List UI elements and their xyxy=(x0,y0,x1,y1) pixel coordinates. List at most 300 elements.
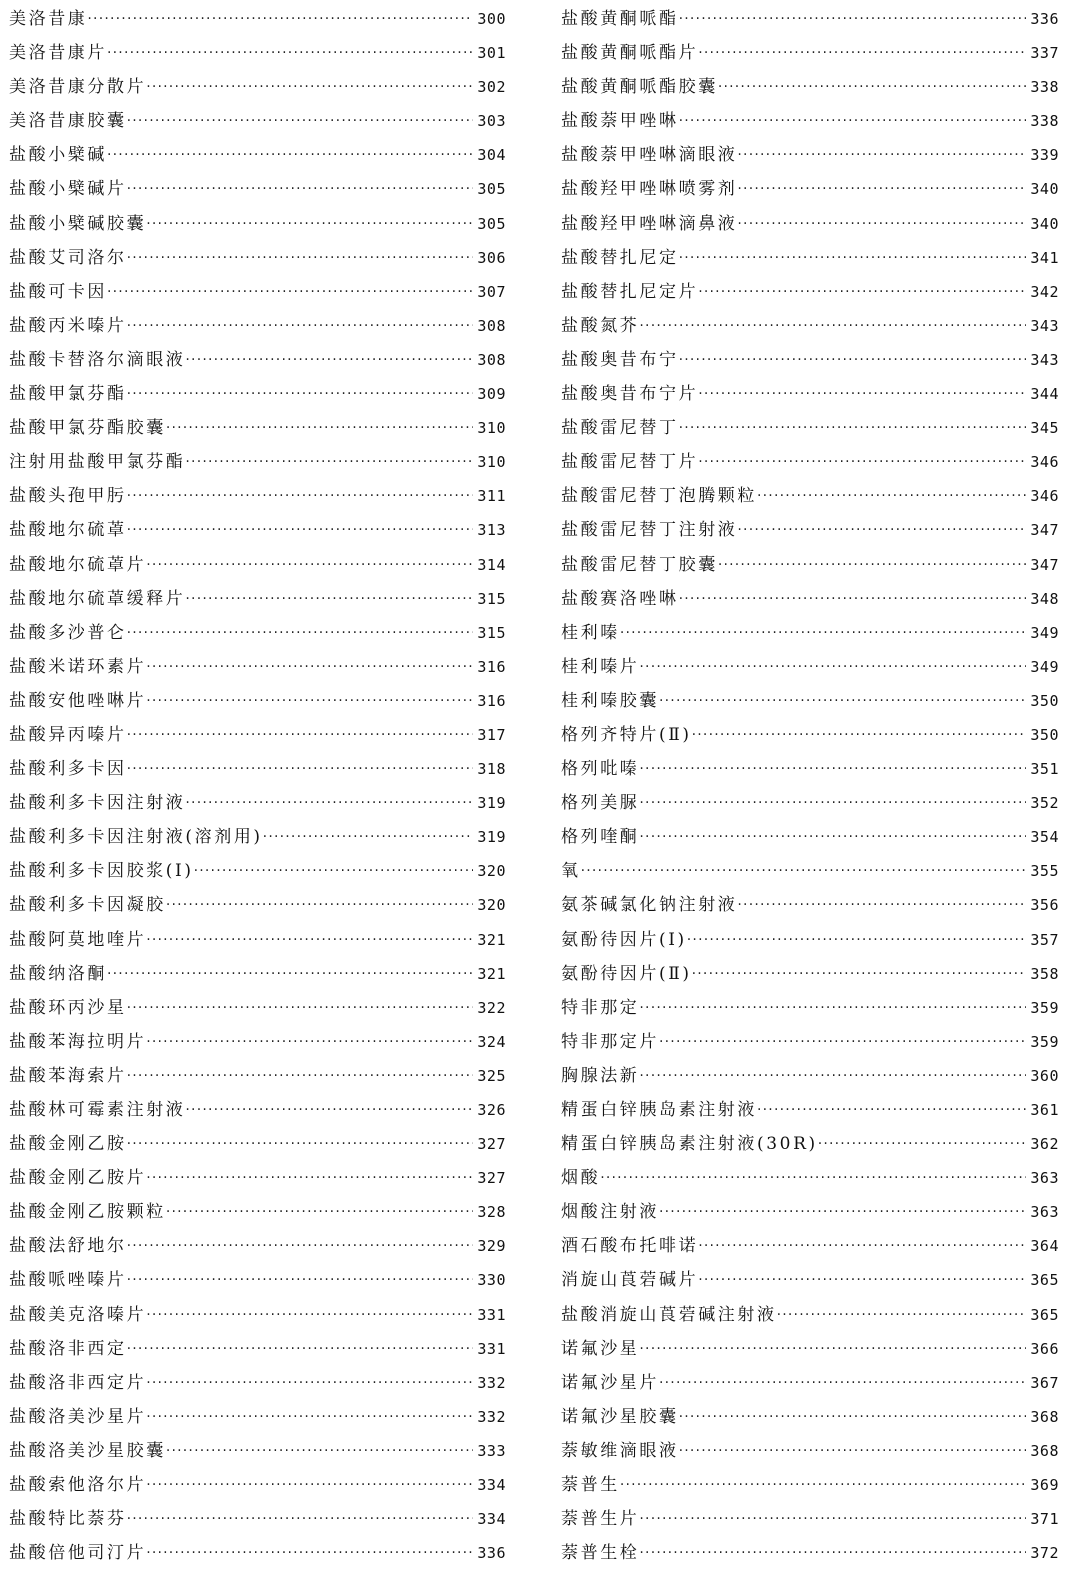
entry-page-number: 320 xyxy=(477,896,506,915)
index-entry xyxy=(561,1536,1059,1570)
dot-leader xyxy=(737,887,1026,922)
entry-name: 盐酸金刚乙胺片 xyxy=(9,1168,147,1189)
dot-leader xyxy=(127,103,474,138)
dot-leader xyxy=(146,206,473,241)
index-entry xyxy=(9,548,506,582)
entry-name: 盐酸卡替洛尔滴眼液 xyxy=(9,349,186,370)
entry-name: 诺氟沙星胶囊 xyxy=(561,1406,679,1427)
entry-name: 盐酸赛洛唑啉 xyxy=(561,588,679,609)
entry-name: 桂利嗪片 xyxy=(561,656,640,677)
index-entry xyxy=(561,411,1059,445)
entry-page-number: 325 xyxy=(477,1066,506,1085)
dot-leader xyxy=(679,410,1027,445)
entry-page-number: 346 xyxy=(1030,487,1059,506)
entry-name: 盐酸艾司洛尔 xyxy=(9,247,127,268)
entry-page-number: 320 xyxy=(477,862,506,881)
dot-leader xyxy=(698,376,1026,411)
entry-name: 注射用盐酸甲氯芬酯 xyxy=(9,452,186,473)
entry-name: 盐酸小檗碱片 xyxy=(9,179,127,200)
entry-name: 萘敏维滴眼液 xyxy=(561,1440,679,1461)
entry-page-number: 352 xyxy=(1030,794,1059,813)
entry-page-number: 351 xyxy=(1030,760,1059,779)
dot-leader xyxy=(698,1262,1026,1297)
index-entry xyxy=(9,1298,506,1332)
dot-leader xyxy=(185,785,473,820)
entry-name: 盐酸利多卡因凝胶 xyxy=(9,895,166,916)
entry-page-number: 355 xyxy=(1030,862,1059,881)
index-entry xyxy=(9,616,506,650)
dot-leader xyxy=(639,308,1026,343)
dot-leader xyxy=(679,342,1027,377)
index-entry xyxy=(561,616,1059,650)
entry-page-number: 301 xyxy=(477,44,506,63)
entry-page-number: 313 xyxy=(477,521,506,540)
entry-page-number: 340 xyxy=(1030,180,1059,199)
entry-page-number: 305 xyxy=(477,214,506,233)
entry-page-number: 333 xyxy=(477,1441,506,1460)
index-entry xyxy=(9,1263,506,1297)
entry-page-number: 356 xyxy=(1030,896,1059,915)
index-entry xyxy=(9,275,506,309)
index-entry xyxy=(561,2,1059,36)
entry-page-number: 316 xyxy=(477,691,506,710)
entry-name: 盐酸洛美沙星片 xyxy=(9,1406,147,1427)
index-entry xyxy=(561,1059,1059,1093)
entry-page-number: 348 xyxy=(1030,589,1059,608)
entry-page-number: 350 xyxy=(1030,691,1059,710)
index-entry xyxy=(9,888,506,922)
entry-page-number: 331 xyxy=(477,1339,506,1358)
index-entry xyxy=(561,718,1059,752)
entry-page-number: 321 xyxy=(477,964,506,983)
entry-name: 盐酸美克洛嗪片 xyxy=(9,1304,147,1325)
dot-leader xyxy=(127,1228,474,1263)
entry-page-number: 308 xyxy=(477,316,506,335)
entry-name: 盐酸消旋山莨菪碱注射液 xyxy=(561,1304,777,1325)
entry-name: 盐酸金刚乙胺 xyxy=(9,1134,127,1155)
dot-leader xyxy=(659,1365,1026,1400)
index-entry xyxy=(9,172,506,206)
entry-name: 盐酸地尔硫䓬 xyxy=(9,520,127,541)
entry-name: 盐酸洛非西定 xyxy=(9,1338,127,1359)
entry-name: 氨酚待因片(Ⅰ) xyxy=(561,929,687,950)
entry-page-number: 341 xyxy=(1030,248,1059,267)
index-entry xyxy=(9,2,506,36)
entry-name: 诺氟沙星片 xyxy=(561,1372,659,1393)
index-entry xyxy=(561,1298,1059,1332)
dot-leader xyxy=(639,819,1026,854)
entry-page-number: 357 xyxy=(1030,930,1059,949)
entry-page-number: 315 xyxy=(477,623,506,642)
entry-name: 盐酸甲氯芬酯 xyxy=(9,384,127,405)
entry-name: 盐酸倍他司汀片 xyxy=(9,1543,147,1564)
entry-name: 盐酸米诺环素片 xyxy=(9,656,147,677)
dot-leader xyxy=(659,1024,1026,1059)
dot-leader xyxy=(639,785,1026,820)
entry-name: 胸腺法新 xyxy=(561,1065,640,1086)
dot-leader xyxy=(166,1433,474,1468)
index-entry xyxy=(9,820,506,854)
index-entry xyxy=(561,1093,1059,1127)
entry-name: 烟酸注射液 xyxy=(561,1202,659,1223)
entry-name: 盐酸哌唑嗪片 xyxy=(9,1270,127,1291)
entry-page-number: 367 xyxy=(1030,1373,1059,1392)
entry-page-number: 319 xyxy=(477,828,506,847)
entry-page-number: 342 xyxy=(1030,282,1059,301)
entry-name: 美洛昔康 xyxy=(9,9,88,29)
entry-page-number: 327 xyxy=(477,1169,506,1188)
index-entry xyxy=(561,1468,1059,1502)
dot-leader xyxy=(127,308,474,343)
dot-leader xyxy=(639,1501,1026,1536)
dot-leader xyxy=(127,717,474,752)
index-entry xyxy=(9,1400,506,1434)
index-entry xyxy=(9,36,506,70)
entry-page-number: 361 xyxy=(1030,1101,1059,1119)
dot-leader xyxy=(127,615,474,650)
entry-page-number: 344 xyxy=(1030,385,1059,404)
entry-page-number: 331 xyxy=(477,1305,506,1324)
entry-page-number: 310 xyxy=(477,453,506,472)
entry-name: 盐酸氮芥 xyxy=(561,315,640,336)
entry-page-number: 349 xyxy=(1030,623,1059,642)
dot-leader xyxy=(639,649,1026,684)
entry-page-number: 340 xyxy=(1030,214,1059,233)
dot-leader xyxy=(777,1297,1027,1332)
dot-leader xyxy=(127,171,474,206)
dot-leader xyxy=(692,717,1027,752)
entry-name: 盐酸利多卡因注射液 xyxy=(9,793,186,814)
entry-page-number: 358 xyxy=(1030,964,1059,983)
dot-leader xyxy=(146,1399,473,1434)
entry-name: 盐酸索他洛尔片 xyxy=(9,1475,147,1496)
entry-name: 盐酸法舒地尔 xyxy=(9,1236,127,1257)
dot-leader xyxy=(146,547,473,582)
index-entry xyxy=(9,104,506,138)
index-entry xyxy=(9,1468,506,1502)
entry-page-number: 339 xyxy=(1030,146,1059,165)
entry-name: 萘普生片 xyxy=(561,1509,640,1530)
index-entry xyxy=(561,684,1059,718)
dot-leader xyxy=(737,206,1026,241)
right-index-column xyxy=(561,2,1059,1570)
index-entry xyxy=(561,1400,1059,1434)
entry-name: 氨茶碱氯化钠注射液 xyxy=(561,895,738,916)
index-entry xyxy=(9,241,506,275)
entry-name: 盐酸雷尼替丁 xyxy=(561,418,679,439)
entry-page-number: 326 xyxy=(477,1101,506,1119)
dot-leader xyxy=(687,922,1027,957)
entry-page-number: 305 xyxy=(477,180,506,199)
entry-page-number: 368 xyxy=(1030,1407,1059,1426)
dot-leader xyxy=(718,547,1027,582)
entry-page-number: 322 xyxy=(477,998,506,1017)
index-entry xyxy=(561,445,1059,479)
entry-page-number: 347 xyxy=(1030,555,1059,574)
index-entry xyxy=(561,36,1059,70)
dot-leader xyxy=(718,69,1027,104)
index-entry xyxy=(9,1332,506,1366)
index-entry xyxy=(9,923,506,957)
index-entry xyxy=(561,343,1059,377)
index-entry xyxy=(9,377,506,411)
entry-page-number: 347 xyxy=(1030,521,1059,540)
entry-page-number: 332 xyxy=(477,1407,506,1426)
index-entry xyxy=(561,70,1059,104)
entry-page-number: 372 xyxy=(1030,1544,1059,1563)
dot-leader xyxy=(107,35,473,70)
dot-leader xyxy=(146,1160,473,1195)
dot-leader xyxy=(639,751,1026,786)
entry-name: 氨酚待因片(Ⅱ) xyxy=(561,963,692,984)
entry-name: 盐酸奥昔布宁 xyxy=(561,349,679,370)
index-entry xyxy=(561,377,1059,411)
index-entry xyxy=(561,207,1059,241)
index-entry xyxy=(561,957,1059,991)
entry-name: 盐酸丙米嗪片 xyxy=(9,315,127,336)
dot-leader xyxy=(127,376,474,411)
dot-leader xyxy=(185,342,473,377)
index-entry xyxy=(9,957,506,991)
entry-name: 氧 xyxy=(561,861,581,882)
dot-leader xyxy=(127,751,474,786)
index-entry xyxy=(561,513,1059,547)
dot-leader xyxy=(107,137,473,172)
index-entry xyxy=(9,1093,506,1127)
entry-name: 格列齐特片(Ⅱ) xyxy=(561,724,692,745)
entry-name: 盐酸异丙嗪片 xyxy=(9,724,127,745)
entry-page-number: 366 xyxy=(1030,1339,1059,1358)
dot-leader xyxy=(87,1,473,36)
entry-name: 美洛昔康胶囊 xyxy=(9,111,127,132)
entry-name: 盐酸黄酮哌酯 xyxy=(561,9,679,29)
dot-leader xyxy=(127,1331,474,1366)
entry-page-number: 307 xyxy=(477,282,506,301)
entry-name: 酒石酸布托啡诺 xyxy=(561,1236,699,1257)
index-entry xyxy=(9,1161,506,1195)
entry-name: 盐酸奥昔布宁片 xyxy=(561,384,699,405)
dot-leader xyxy=(698,1228,1026,1263)
entry-page-number: 350 xyxy=(1030,725,1059,744)
index-entry xyxy=(561,991,1059,1025)
entry-page-number: 310 xyxy=(477,419,506,438)
index-entry xyxy=(9,1434,506,1468)
dot-leader xyxy=(146,1467,473,1502)
index-entry xyxy=(561,1127,1059,1161)
entry-name: 盐酸特比萘芬 xyxy=(9,1509,127,1530)
entry-name: 盐酸利多卡因注射液(溶剂用) xyxy=(9,827,263,848)
entry-name: 盐酸地尔硫䓬片 xyxy=(9,554,147,575)
index-entry xyxy=(561,752,1059,786)
entry-page-number: 360 xyxy=(1030,1066,1059,1085)
dot-leader xyxy=(639,1331,1026,1366)
entry-name: 盐酸环丙沙星 xyxy=(9,997,127,1018)
index-entry xyxy=(9,513,506,547)
entry-page-number: 319 xyxy=(477,794,506,813)
entry-page-number: 327 xyxy=(477,1135,506,1154)
entry-name: 盐酸利多卡因 xyxy=(9,759,127,780)
entry-page-number: 364 xyxy=(1030,1237,1059,1256)
index-entry xyxy=(9,309,506,343)
entry-page-number: 365 xyxy=(1030,1271,1059,1290)
entry-name: 萘普生 xyxy=(561,1475,620,1496)
dot-leader xyxy=(166,1194,474,1229)
entry-page-number: 354 xyxy=(1030,828,1059,847)
dot-leader xyxy=(166,887,474,922)
entry-page-number: 345 xyxy=(1030,419,1059,438)
entry-name: 萘普生栓 xyxy=(561,1543,640,1564)
entry-page-number: 368 xyxy=(1030,1441,1059,1460)
dot-leader xyxy=(185,1092,473,1127)
entry-name: 盐酸小檗碱胶囊 xyxy=(9,213,147,234)
index-entry xyxy=(9,343,506,377)
index-entry xyxy=(561,923,1059,957)
entry-name: 盐酸萘甲唑啉滴眼液 xyxy=(561,145,738,166)
index-entry xyxy=(9,445,506,479)
entry-name: 格列喹酮 xyxy=(561,827,640,848)
index-entry xyxy=(9,70,506,104)
dot-leader xyxy=(185,444,473,479)
dot-leader xyxy=(698,444,1026,479)
dot-leader xyxy=(127,1501,474,1536)
entry-name: 消旋山莨菪碱片 xyxy=(561,1270,699,1291)
index-entry xyxy=(9,1127,506,1161)
entry-page-number: 349 xyxy=(1030,657,1059,676)
entry-page-number: 330 xyxy=(477,1271,506,1290)
index-entry xyxy=(9,1502,506,1536)
index-entry xyxy=(9,718,506,752)
entry-page-number: 332 xyxy=(477,1373,506,1392)
entry-name: 盐酸雷尼替丁片 xyxy=(561,452,699,473)
dot-leader xyxy=(127,1126,474,1161)
entry-page-number: 359 xyxy=(1030,1032,1059,1051)
entry-page-number: 321 xyxy=(477,930,506,949)
entry-name: 桂利嗪 xyxy=(561,622,620,643)
entry-page-number: 338 xyxy=(1030,78,1059,97)
dot-leader xyxy=(679,581,1027,616)
dot-leader xyxy=(127,1058,474,1093)
index-entry xyxy=(9,1195,506,1229)
entry-page-number: 343 xyxy=(1030,316,1059,335)
entry-name: 盐酸小檗碱 xyxy=(9,145,107,166)
index-entry xyxy=(561,820,1059,854)
entry-name: 精蛋白锌胰岛素注射液 xyxy=(561,1100,757,1120)
dot-leader xyxy=(639,1535,1026,1570)
dot-leader xyxy=(679,1399,1027,1434)
dot-leader xyxy=(639,990,1026,1025)
index-entry xyxy=(561,138,1059,172)
entry-page-number: 314 xyxy=(477,555,506,574)
dot-leader xyxy=(107,274,473,309)
index-entry xyxy=(561,309,1059,343)
index-entry xyxy=(9,1229,506,1263)
index-entry xyxy=(561,650,1059,684)
entry-page-number: 371 xyxy=(1030,1510,1059,1529)
index-entry xyxy=(9,752,506,786)
entry-name: 盐酸黄酮哌酯片 xyxy=(561,43,699,64)
entry-name: 盐酸黄酮哌酯胶囊 xyxy=(561,77,718,98)
entry-page-number: 302 xyxy=(477,78,506,97)
entry-page-number: 317 xyxy=(477,725,506,744)
dot-leader xyxy=(185,581,473,616)
index-entry xyxy=(9,684,506,718)
entry-name: 盐酸苯海拉明片 xyxy=(9,1031,147,1052)
index-entry xyxy=(561,1502,1059,1536)
index-entry xyxy=(9,786,506,820)
dot-leader xyxy=(698,35,1026,70)
index-entry xyxy=(561,275,1059,309)
entry-name: 桂利嗪胶囊 xyxy=(561,690,659,711)
index-entry xyxy=(561,854,1059,888)
dot-leader xyxy=(146,1297,473,1332)
index-entry xyxy=(9,138,506,172)
dot-leader xyxy=(127,990,474,1025)
dot-leader xyxy=(692,956,1027,991)
dot-leader xyxy=(146,1535,473,1570)
entry-page-number: 306 xyxy=(477,248,506,267)
dot-leader xyxy=(146,1024,473,1059)
dot-leader xyxy=(263,819,474,854)
dot-leader xyxy=(659,683,1026,718)
index-entry xyxy=(561,888,1059,922)
dot-leader xyxy=(146,1365,473,1400)
index-entry xyxy=(561,241,1059,275)
entry-name: 盐酸洛非西定片 xyxy=(9,1372,147,1393)
dot-leader xyxy=(659,1194,1026,1229)
entry-page-number: 336 xyxy=(1030,10,1059,28)
dot-leader xyxy=(679,1433,1027,1468)
entry-page-number: 363 xyxy=(1030,1169,1059,1188)
dot-leader xyxy=(639,1058,1026,1093)
dot-leader xyxy=(127,478,474,513)
dot-leader xyxy=(581,853,1027,888)
entry-name: 盐酸金刚乙胺颗粒 xyxy=(9,1202,166,1223)
entry-name: 盐酸洛美沙星胶囊 xyxy=(9,1440,166,1461)
entry-name: 特非那定 xyxy=(561,997,640,1018)
entry-page-number: 318 xyxy=(477,760,506,779)
dot-leader xyxy=(127,1262,474,1297)
entry-name: 盐酸羟甲唑啉滴鼻液 xyxy=(561,213,738,234)
entry-page-number: 303 xyxy=(477,112,506,131)
index-entry xyxy=(561,1229,1059,1263)
index-entry xyxy=(9,854,506,888)
entry-name: 盐酸雷尼替丁胶囊 xyxy=(561,554,718,575)
entry-name: 盐酸安他唑啉片 xyxy=(9,690,147,711)
dot-leader xyxy=(620,615,1027,650)
index-entry xyxy=(9,411,506,445)
index-entry xyxy=(561,172,1059,206)
entry-page-number: 334 xyxy=(477,1476,506,1495)
index-entry xyxy=(561,1366,1059,1400)
entry-name: 盐酸替扎尼定 xyxy=(561,247,679,268)
entry-name: 格列美脲 xyxy=(561,793,640,814)
dot-leader xyxy=(146,922,473,957)
entry-name: 盐酸羟甲唑啉喷雾剂 xyxy=(561,179,738,200)
index-entry xyxy=(561,479,1059,513)
entry-name: 盐酸雷尼替丁注射液 xyxy=(561,520,738,541)
entry-page-number: 316 xyxy=(477,657,506,676)
entry-page-number: 338 xyxy=(1030,112,1059,131)
entry-name: 盐酸苯海索片 xyxy=(9,1065,127,1086)
dot-leader xyxy=(146,649,473,684)
entry-page-number: 304 xyxy=(477,146,506,165)
dot-leader xyxy=(146,683,473,718)
dot-leader xyxy=(818,1126,1027,1161)
entry-name: 盐酸林可霉素注射液 xyxy=(9,1100,186,1120)
index-entry xyxy=(9,1025,506,1059)
entry-name: 盐酸雷尼替丁泡腾颗粒 xyxy=(561,486,757,507)
index-entry xyxy=(561,104,1059,138)
